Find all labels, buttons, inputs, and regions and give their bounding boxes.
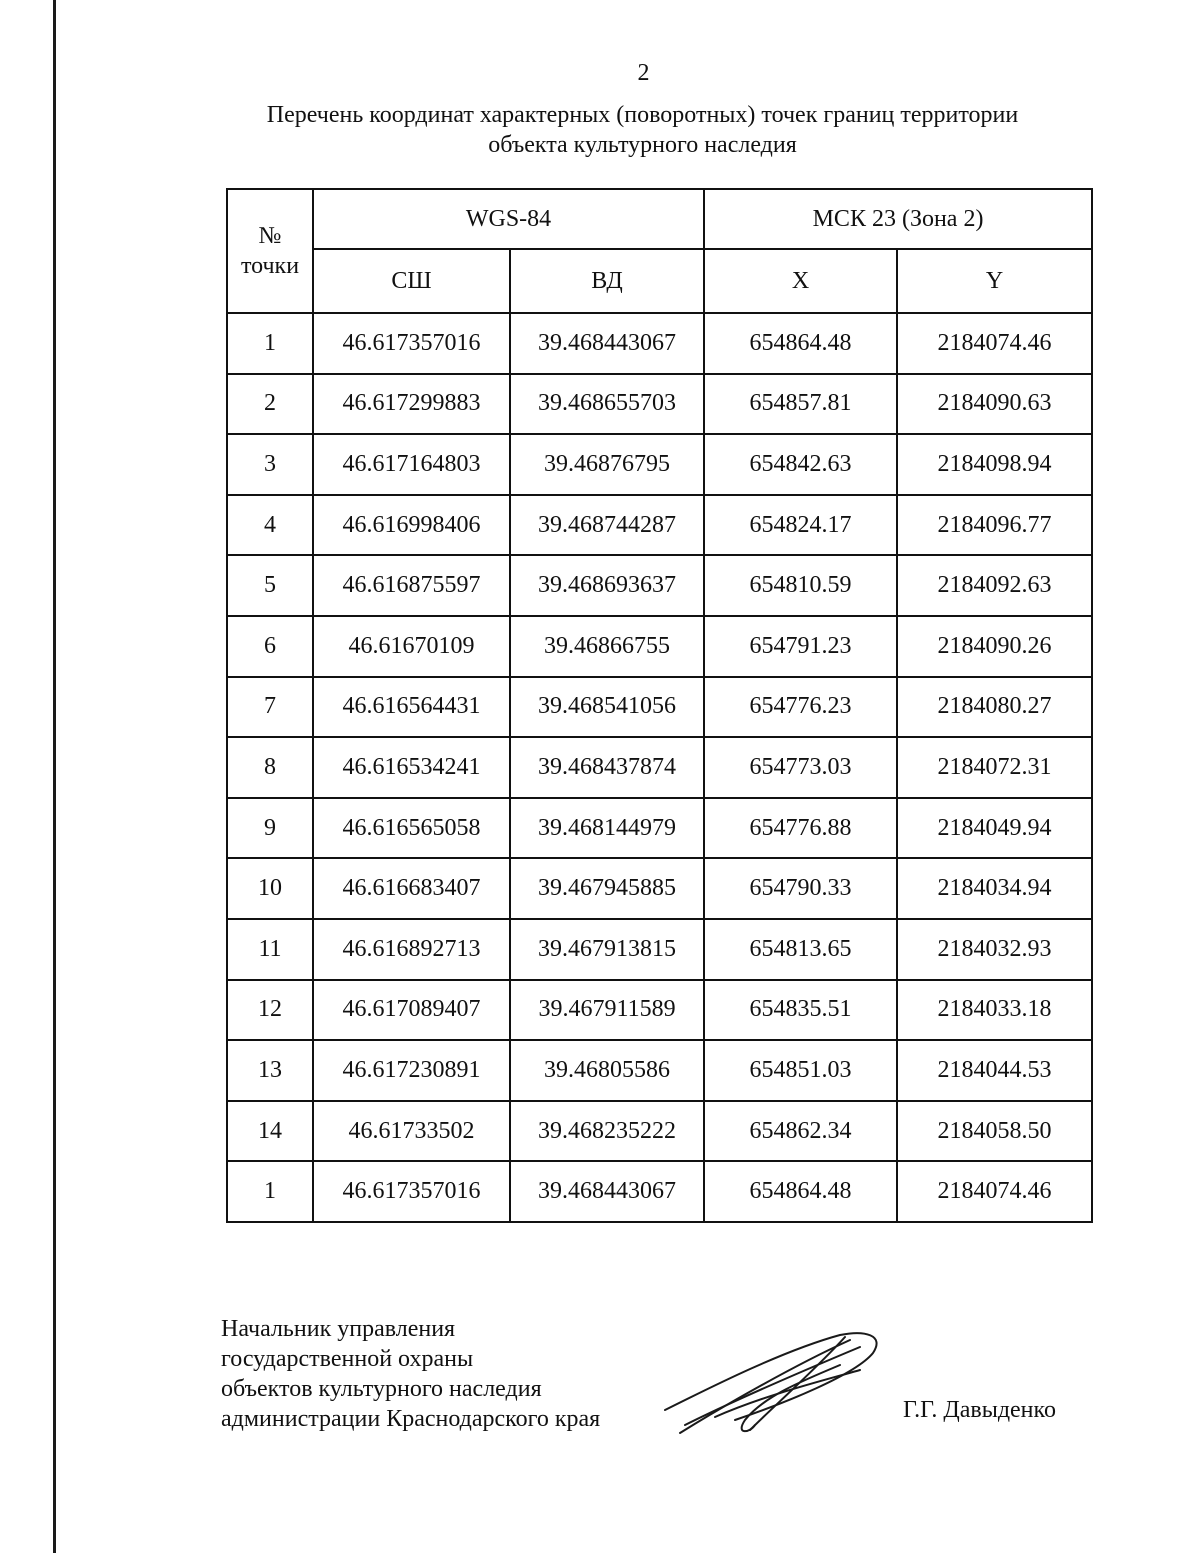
x-cell: 654862.34 bbox=[704, 1101, 897, 1162]
longitude-cell: 39.467911589 bbox=[510, 980, 704, 1041]
latitude-cell: 46.616565058 bbox=[313, 798, 510, 859]
latitude-header: СШ bbox=[313, 249, 510, 313]
y-cell: 2184049.94 bbox=[897, 798, 1092, 859]
point-number-cell: 6 bbox=[227, 616, 313, 677]
title-line-2: объекта культурного наследия bbox=[488, 132, 797, 158]
x-cell: 654791.23 bbox=[704, 616, 897, 677]
table-row bbox=[227, 980, 1092, 1041]
latitude-cell: 46.617164803 bbox=[313, 434, 510, 495]
y-header: Y bbox=[897, 249, 1092, 313]
table-row bbox=[227, 616, 1092, 677]
x-cell: 654776.88 bbox=[704, 798, 897, 859]
x-cell: 654864.48 bbox=[704, 313, 897, 374]
point-number-cell: 1 bbox=[227, 313, 313, 374]
longitude-cell: 39.468443067 bbox=[510, 313, 704, 374]
latitude-cell: 46.616998406 bbox=[313, 495, 510, 556]
table-row bbox=[227, 798, 1092, 859]
position-line-3: объектов культурного наследия bbox=[221, 1376, 542, 1402]
point-number-header bbox=[227, 189, 313, 313]
y-cell: 2184072.31 bbox=[897, 737, 1092, 798]
x-cell: 654842.63 bbox=[704, 434, 897, 495]
wgs84-group-header: WGS-84 bbox=[313, 189, 704, 249]
y-cell: 2184092.63 bbox=[897, 555, 1092, 616]
page-number: 2 bbox=[637, 60, 650, 86]
longitude-cell: 39.46866755 bbox=[510, 616, 704, 677]
latitude-cell: 46.617230891 bbox=[313, 1040, 510, 1101]
table-row bbox=[227, 313, 1092, 374]
position-line-2: государственной охраны bbox=[221, 1346, 474, 1372]
longitude-cell: 39.468443067 bbox=[510, 1161, 704, 1222]
point-number-cell: 9 bbox=[227, 798, 313, 859]
longitude-cell: 39.468144979 bbox=[510, 798, 704, 859]
point-number-cell: 11 bbox=[227, 919, 313, 980]
x-cell: 654790.33 bbox=[704, 858, 897, 919]
x-cell: 654824.17 bbox=[704, 495, 897, 556]
msk23-group-header: МСК 23 (Зона 2) bbox=[704, 189, 1092, 249]
position-line-4: администрации Краснодарского края bbox=[221, 1406, 601, 1432]
y-cell: 2184074.46 bbox=[897, 313, 1092, 374]
y-cell: 2184034.94 bbox=[897, 858, 1092, 919]
x-header: X bbox=[704, 249, 897, 313]
handwritten-signature bbox=[655, 1325, 895, 1440]
table-row bbox=[227, 737, 1092, 798]
y-cell: 2184044.53 bbox=[897, 1040, 1092, 1101]
y-cell: 2184090.63 bbox=[897, 374, 1092, 435]
point-number-cell: 12 bbox=[227, 980, 313, 1041]
y-cell: 2184090.26 bbox=[897, 616, 1092, 677]
scan-edge-line bbox=[53, 0, 56, 1553]
table-row bbox=[227, 374, 1092, 435]
point-number-cell: 10 bbox=[227, 858, 313, 919]
latitude-cell: 46.617089407 bbox=[313, 980, 510, 1041]
latitude-cell: 46.616683407 bbox=[313, 858, 510, 919]
table-row bbox=[227, 1101, 1092, 1162]
x-cell: 654857.81 bbox=[704, 374, 897, 435]
coordinates-table-body bbox=[227, 313, 1092, 1222]
point-number-cell: 14 bbox=[227, 1101, 313, 1162]
signatory-position bbox=[221, 1314, 600, 1434]
y-cell: 2184080.27 bbox=[897, 677, 1092, 738]
x-cell: 654776.23 bbox=[704, 677, 897, 738]
document-title bbox=[220, 100, 1065, 160]
point-number-cell: 1 bbox=[227, 1161, 313, 1222]
latitude-cell: 46.61670109 bbox=[313, 616, 510, 677]
point-number-cell: 2 bbox=[227, 374, 313, 435]
point-number-cell: 7 bbox=[227, 677, 313, 738]
longitude-header: ВД bbox=[510, 249, 704, 313]
latitude-cell: 46.61733502 bbox=[313, 1101, 510, 1162]
point-number-header-line-2: точки bbox=[240, 253, 300, 279]
x-cell: 654835.51 bbox=[704, 980, 897, 1041]
latitude-cell: 46.617357016 bbox=[313, 1161, 510, 1222]
x-cell: 654851.03 bbox=[704, 1040, 897, 1101]
coordinates-table bbox=[226, 188, 1093, 1223]
latitude-cell: 46.617357016 bbox=[313, 313, 510, 374]
longitude-cell: 39.467913815 bbox=[510, 919, 704, 980]
x-cell: 654813.65 bbox=[704, 919, 897, 980]
longitude-cell: 39.467945885 bbox=[510, 858, 704, 919]
y-cell: 2184096.77 bbox=[897, 495, 1092, 556]
point-number-cell: 5 bbox=[227, 555, 313, 616]
table-row bbox=[227, 1040, 1092, 1101]
x-cell: 654810.59 bbox=[704, 555, 897, 616]
longitude-cell: 39.468744287 bbox=[510, 495, 704, 556]
x-cell: 654864.48 bbox=[704, 1161, 897, 1222]
point-number-cell: 13 bbox=[227, 1040, 313, 1101]
signer-name: Г.Г. Давыденко bbox=[903, 1397, 1056, 1423]
point-number-cell: 8 bbox=[227, 737, 313, 798]
y-cell: 2184074.46 bbox=[897, 1161, 1092, 1222]
table-row bbox=[227, 555, 1092, 616]
longitude-cell: 39.46805586 bbox=[510, 1040, 704, 1101]
latitude-cell: 46.616892713 bbox=[313, 919, 510, 980]
longitude-cell: 39.468437874 bbox=[510, 737, 704, 798]
y-cell: 2184098.94 bbox=[897, 434, 1092, 495]
latitude-cell: 46.616564431 bbox=[313, 677, 510, 738]
table-row bbox=[227, 1161, 1092, 1222]
position-line-1: Начальник управления bbox=[221, 1316, 456, 1342]
point-number-cell: 3 bbox=[227, 434, 313, 495]
longitude-cell: 39.468235222 bbox=[510, 1101, 704, 1162]
point-number-header-line-1: № bbox=[258, 223, 282, 249]
y-cell: 2184032.93 bbox=[897, 919, 1092, 980]
latitude-cell: 46.616534241 bbox=[313, 737, 510, 798]
longitude-cell: 39.468541056 bbox=[510, 677, 704, 738]
y-cell: 2184033.18 bbox=[897, 980, 1092, 1041]
title-line-1: Перечень координат характерных (поворотных) точек границ территории bbox=[266, 102, 1019, 128]
longitude-cell: 39.468693637 bbox=[510, 555, 704, 616]
y-cell: 2184058.50 bbox=[897, 1101, 1092, 1162]
latitude-cell: 46.616875597 bbox=[313, 555, 510, 616]
table-row bbox=[227, 919, 1092, 980]
table-row bbox=[227, 677, 1092, 738]
x-cell: 654773.03 bbox=[704, 737, 897, 798]
point-number-cell: 4 bbox=[227, 495, 313, 556]
longitude-cell: 39.468655703 bbox=[510, 374, 704, 435]
table-row bbox=[227, 434, 1092, 495]
table-row bbox=[227, 495, 1092, 556]
table-row bbox=[227, 858, 1092, 919]
longitude-cell: 39.46876795 bbox=[510, 434, 704, 495]
latitude-cell: 46.617299883 bbox=[313, 374, 510, 435]
